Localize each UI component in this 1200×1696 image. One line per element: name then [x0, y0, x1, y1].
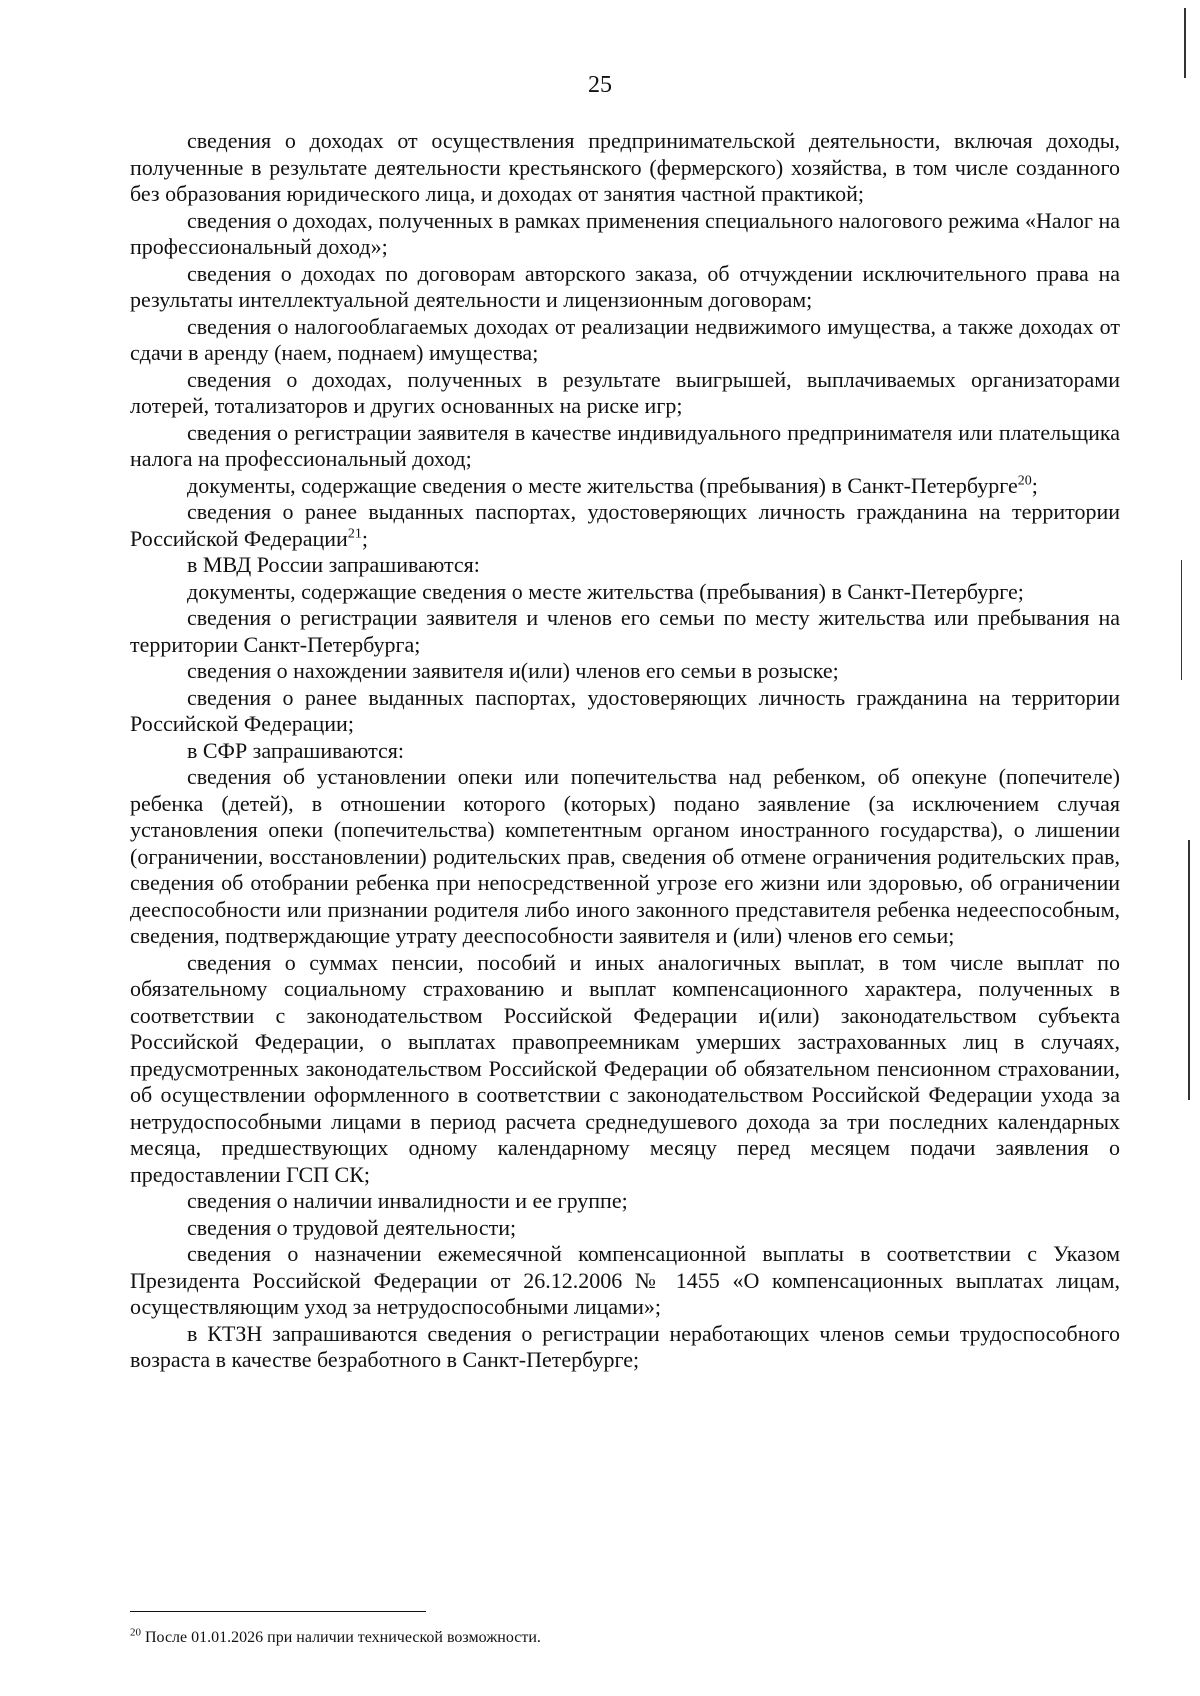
paragraph: [130, 473, 1120, 500]
paragraph-text: сведения о регистрации заявителя и членов его семьи по месту жительства или пребывания на территории Санкт-Петербурга;: [130, 605, 1120, 657]
paragraph-tail: ;: [1031, 472, 1038, 498]
paragraph: [130, 499, 1120, 552]
paragraph: [130, 605, 1120, 658]
document-body: [130, 128, 1120, 1374]
footnote-reference: 20: [1017, 473, 1032, 489]
paragraph-text: в МВД России запрашиваются:: [187, 552, 480, 577]
footnote-text: После 01.01.2026 при наличии технической возможности.: [141, 1629, 541, 1646]
paragraph-text: сведения о доходах, полученных в рамках применения специального налогового режима «Налог на профессиональный доход»;: [130, 207, 1120, 259]
paragraph: [130, 1241, 1120, 1321]
paragraph: [130, 950, 1120, 1189]
paragraph: [130, 420, 1120, 473]
paragraph: [130, 738, 1120, 765]
footnote-reference: 21: [347, 526, 362, 542]
paragraph-text: сведения о регистрации заявителя в качестве индивидуального предпринимателя или плательщика налога на профессиональный доход;: [130, 419, 1120, 471]
paragraph-text: сведения о суммах пенсии, пособий и иных аналогичных выплат, в том числе выплат по обязательному социальному страхованию и выплат компенсационного характера, полученных в соответствии с законодательством Российской Федерации и(или) законодательством субъекта Российской Федерации, о выплатах правопреемникам умерших застрахованных лиц в случаях, предусмотренных законодательством Российской Федерации об обязательном пенсионном страховании, об осуществлении оформленного в соответствии с законодательством Российской Федерации ухода за нетрудоспособными лицами в период расчета среднедушевого дохода за три последних календарных месяца, предшествующих одному календарному месяцу перед месяцем подачи заявления о предоставлении ГСП СК;: [130, 949, 1120, 1187]
paragraph: [130, 685, 1120, 738]
paragraph: [130, 1188, 1120, 1215]
footnote: [130, 1628, 1120, 1648]
paragraph-text: сведения о ранее выданных паспортах, удостоверяющих личность гражданина на территории Российской Федерации;: [130, 684, 1120, 736]
paragraph: [130, 764, 1120, 950]
paragraph-tail: ;: [361, 525, 368, 551]
paragraph-text: сведения о наличии инвалидности и ее группе;: [187, 1188, 628, 1213]
paragraph-text: в КТЗН запрашиваются сведения о регистрации неработающих членов семьи трудоспособного возраста в качестве безработного в Санкт-Петербурге;: [130, 1320, 1120, 1372]
scan-edge-mark: [1184, 8, 1186, 78]
paragraph: [130, 1215, 1120, 1242]
page-number: 25: [588, 72, 612, 98]
paragraph: [130, 1321, 1120, 1374]
scan-edge-mark: [1188, 840, 1190, 1100]
paragraph-text: сведения о нахождении заявителя и(или) членов его семьи в розыске;: [187, 658, 839, 683]
paragraph-text: сведения о ранее выданных паспортах, удостоверяющих личность гражданина на территории Российской Федерации: [130, 499, 1120, 551]
paragraph-text: в СФР запрашиваются:: [187, 737, 404, 763]
paragraph: [130, 208, 1120, 261]
paragraph: [130, 261, 1120, 314]
paragraph-text: сведения об установлении опеки или попечительства над ребенком, об опекуне (попечителе) ребенка (детей), в отношении которого (которых) подано заявление (за исключением случая установления опеки (попечительства) компетентным органом иностранного государства), о лишении (ограничении, восстановлении) родительских прав, сведения об отмене ограничения родительских прав, сведения об отобрании ребенка при непосредственной угрозе его жизни или здоровью, об ограничении дееспособности или признании родителя либо иного законного представителя ребенка недееспособным, сведения, подтверждающие утрату дееспособности заявителя и (или) членов его семьи;: [130, 764, 1120, 948]
paragraph-text: сведения о доходах от осуществления предпринимательской деятельности, включая доходы, полученные в результате деятельности крестьянского (фермерского) хозяйства, в том числе созданного без образования юридического лица, и доходах от занятия частной практикой;: [130, 128, 1120, 206]
paragraph: [130, 128, 1120, 208]
paragraph: [130, 658, 1120, 685]
paragraph-text: сведения о доходах по договорам авторского заказа, об отчуждении исключительного права на результаты интеллектуальной деятельности и лицензионным договорам;: [130, 260, 1120, 312]
paragraph-text: сведения о доходах, полученных в результате выигрышей, выплачиваемых организаторами лотерей, тотализаторов и других основанных на риске игр;: [130, 366, 1120, 418]
paragraph: [130, 552, 1120, 579]
paragraph: [130, 314, 1120, 367]
footnote-mark: 20: [130, 1626, 141, 1639]
paragraph-text: сведения о налогооблагаемых доходах от реализации недвижимого имущества, а также доходах от сдачи в аренду (наем, поднаем) имущества;: [130, 313, 1120, 365]
paragraph: [130, 367, 1120, 420]
paragraph-text: сведения о трудовой деятельности;: [187, 1214, 517, 1240]
footnote-divider: [130, 1611, 426, 1612]
scan-edge-mark: [1181, 560, 1182, 680]
paragraph-text: документы, содержащие сведения о месте жительства (пребывания) в Санкт-Петербурге;: [187, 578, 1024, 604]
paragraph-text: документы, содержащие сведения о месте жительства (пребывания) в Санкт-Петербурге: [187, 472, 1018, 498]
paragraph: [130, 579, 1120, 606]
paragraph-text: сведения о назначении ежемесячной компенсационной выплаты в соответствии с Указом Президента Российской Федерации от 26.12.2006 № 1455 «О компенсационных выплатах лицам, осуществляющим уход за нетрудоспособными лицами»;: [130, 1241, 1120, 1319]
